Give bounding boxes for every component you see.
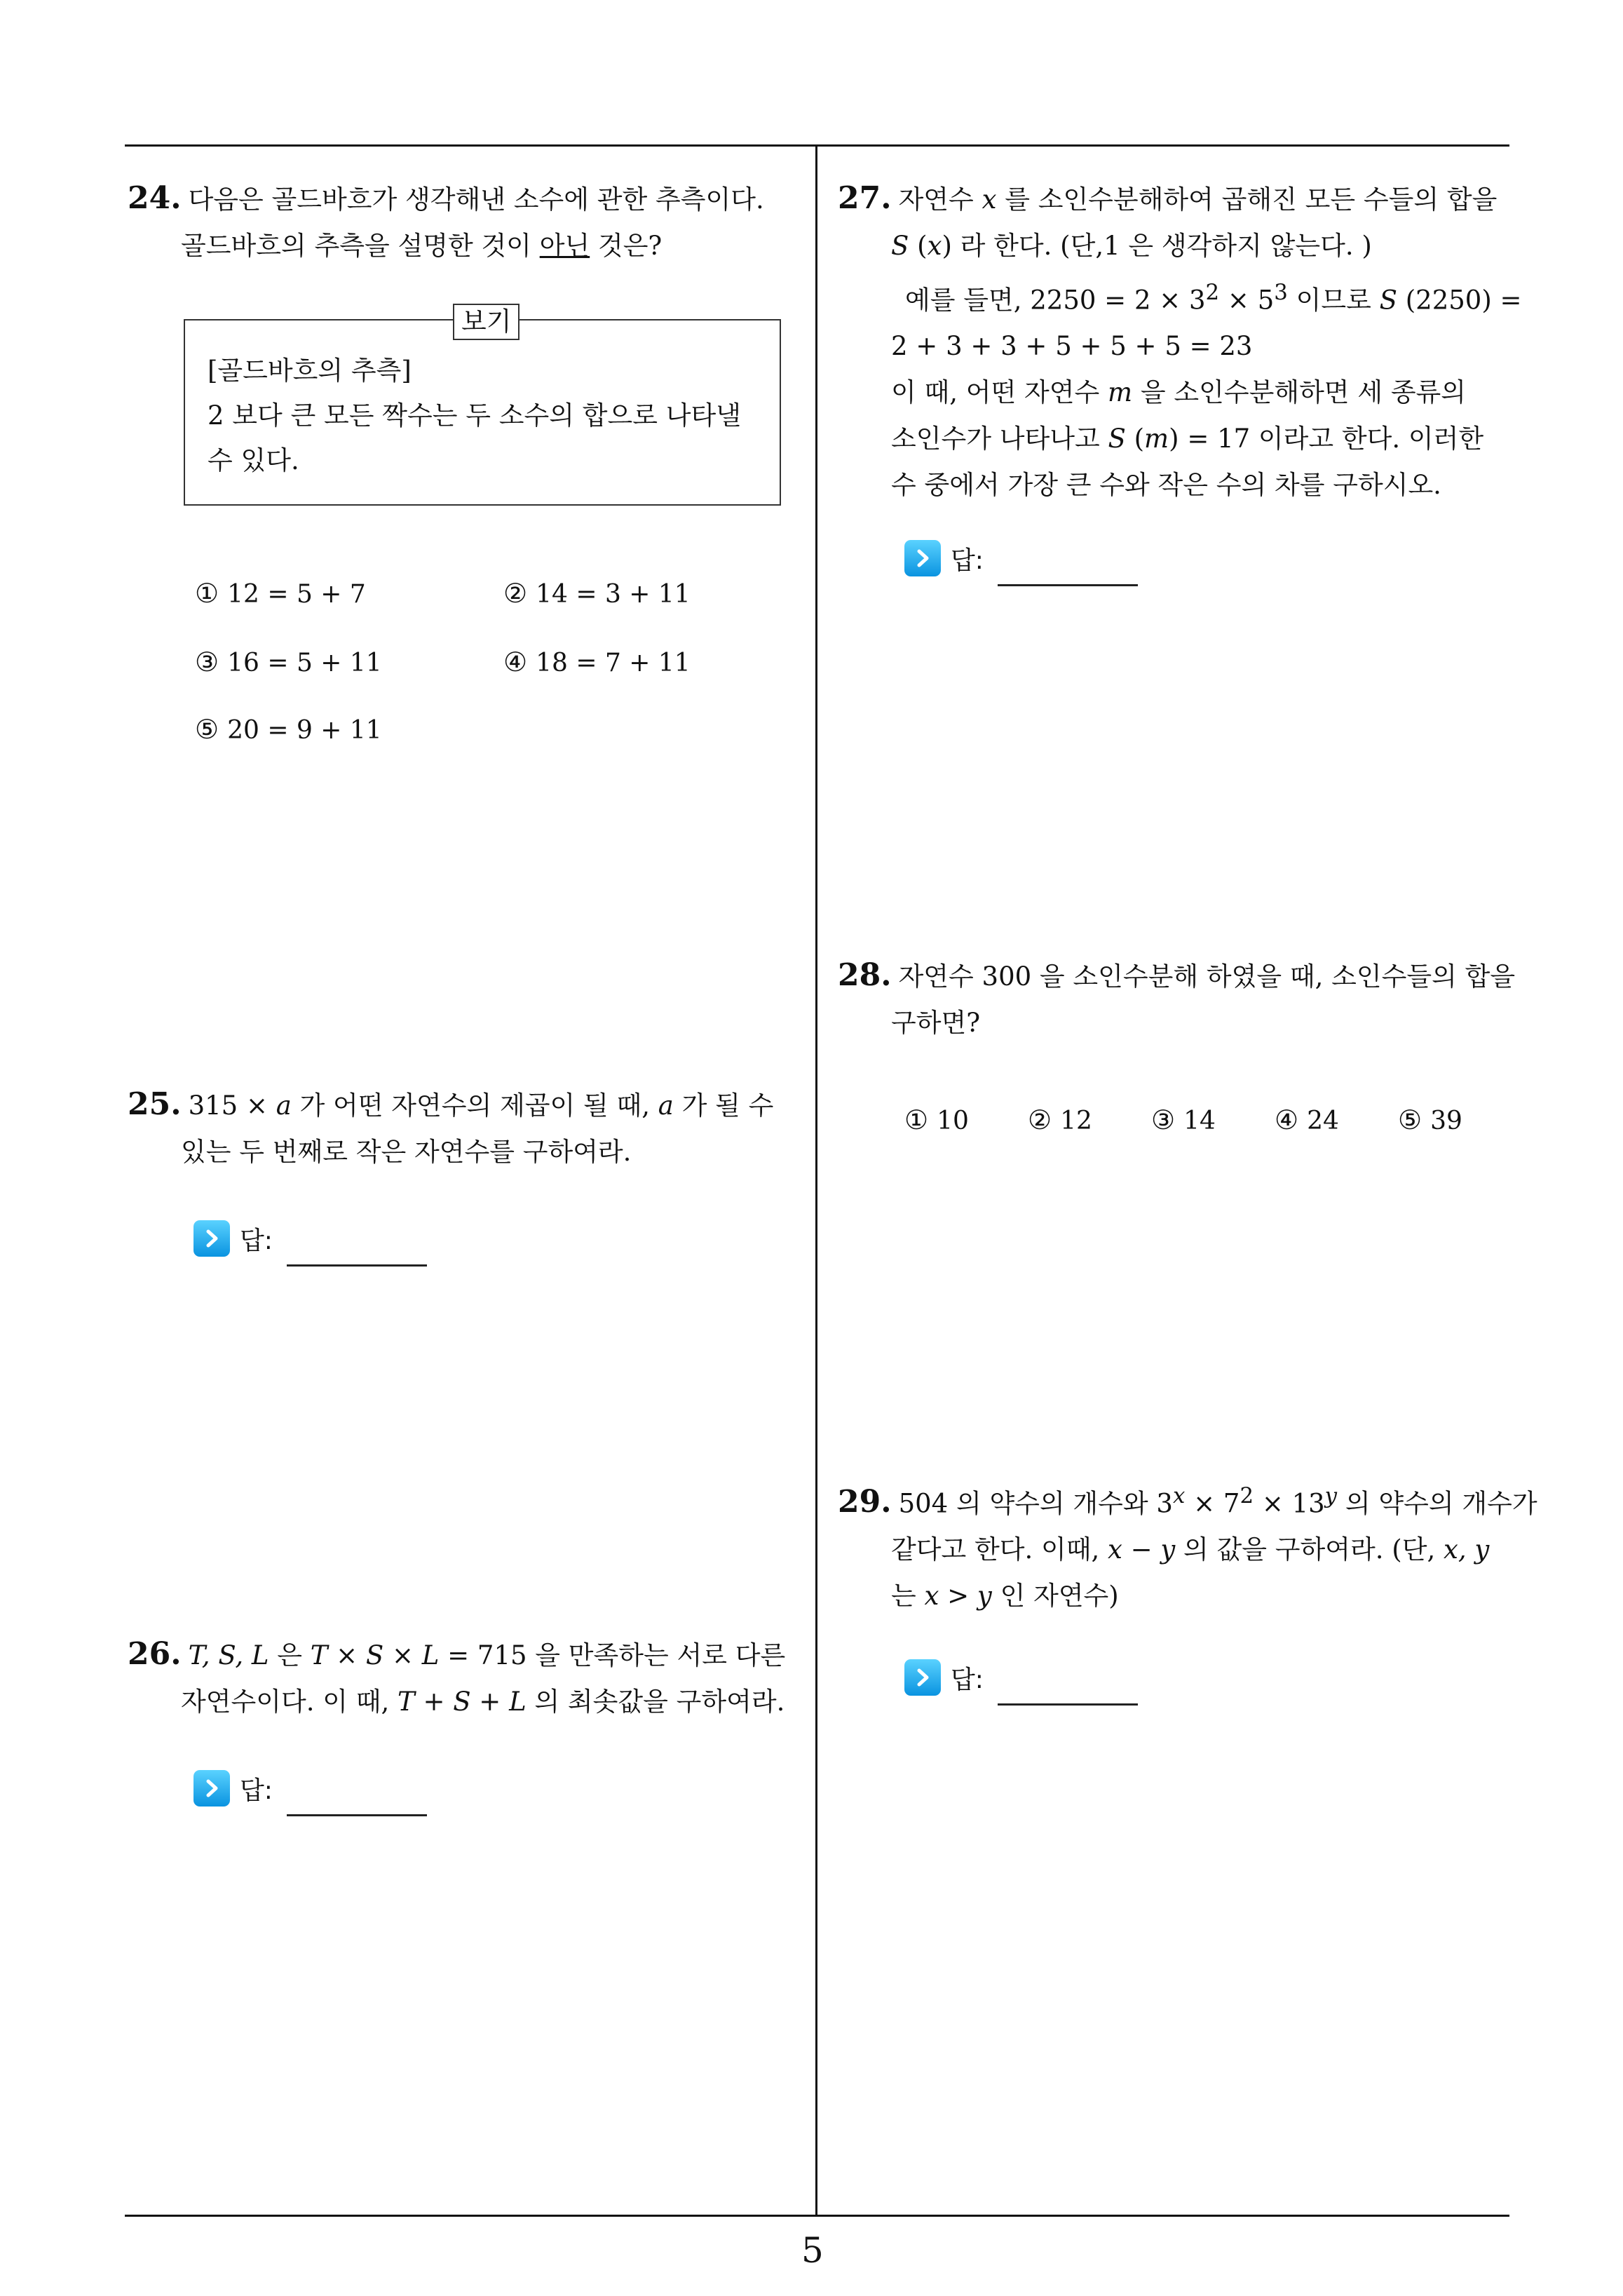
math-var: S: [1108, 424, 1126, 454]
box-body: [208, 349, 741, 483]
problem-29: [838, 1473, 1537, 1619]
choice-text: 24: [1307, 1107, 1339, 1135]
choice-text: 14 = 3 + 11: [536, 580, 691, 609]
question-text: 소인수가 나타나고: [891, 424, 1108, 454]
choice-5[interactable]: [1398, 1105, 1462, 1135]
answer-field[interactable]: [904, 540, 1138, 576]
question-text: 을 소인수분해하면 세 종류의: [1132, 377, 1467, 408]
choice-mark: ③: [1151, 1105, 1176, 1135]
answer-blank[interactable]: [287, 1786, 427, 1816]
question-text: 이 때, 어떤 자연수: [891, 377, 1108, 408]
problem-number: 28.: [838, 957, 892, 993]
choice-3[interactable]: [195, 647, 382, 677]
math-expr: T × S × L: [310, 1640, 440, 1670]
problem-number: 26.: [128, 1636, 182, 1672]
question-text: 있는 두 번째로 작은 자연수를 구하여라.: [181, 1137, 632, 1167]
choice-text: 14: [1183, 1107, 1216, 1135]
question-text: 자연수 300 을 소인수분해 하였을 때, 소인수들의 합을: [898, 961, 1516, 992]
choice-1[interactable]: [195, 578, 366, 609]
question-text: 다음은 골드바흐가 생각해낸 소수에 관한 추측이다.: [188, 184, 764, 215]
answer-field[interactable]: [193, 1220, 427, 1257]
question-text: 것은?: [590, 231, 663, 261]
question-text: 가 어떤 자연수의 제곱이 될 때,: [291, 1090, 658, 1121]
choice-1[interactable]: [904, 1105, 969, 1135]
choice-text: 12: [1060, 1107, 1092, 1135]
choice-text: 20 = 9 + 11: [227, 716, 382, 745]
choice-3[interactable]: [1151, 1105, 1216, 1135]
choice-mark: ⑤: [195, 714, 219, 745]
column-divider: [815, 144, 817, 2217]
question-text: 를 소인수분해하여 곱해진 모든 수들의 합을: [996, 184, 1498, 215]
question-text: 의 값을 구하여라. (단,: [1175, 1534, 1444, 1565]
choice-mark: ④: [503, 647, 528, 677]
choice-mark: ②: [503, 578, 528, 609]
choice-mark: ①: [904, 1105, 929, 1135]
choice-text: 16 = 5 + 11: [227, 649, 382, 677]
exponent: x: [1172, 1483, 1186, 1508]
answer-label: 답:: [240, 1226, 273, 1255]
question-text: 은: [269, 1640, 311, 1670]
question-text: × 13: [1254, 1488, 1325, 1519]
chevron-right-icon: [193, 1770, 230, 1807]
box-title: 보기: [453, 304, 520, 340]
chevron-right-icon: [904, 540, 941, 576]
question-text: ) 라 한다. (단,1 은 생각하지 않는다. ): [942, 231, 1372, 261]
question-text: 예를 들면, 2250 = 2 × 3: [905, 285, 1206, 316]
exponent: 2: [1205, 280, 1220, 305]
question-text: 는: [891, 1581, 925, 1612]
box-line: 수 있다.: [208, 445, 299, 475]
question-text: ) = 17 이라고 한다. 이러한: [1169, 424, 1484, 454]
math-var: S: [891, 231, 909, 261]
answer-field[interactable]: [193, 1770, 427, 1807]
chevron-right-icon: [193, 1220, 230, 1257]
question-text: 같다고 한다. 이때,: [891, 1534, 1108, 1565]
question-text: × 5: [1219, 285, 1275, 316]
question-text: 2 + 3 + 3 + 5 + 5 + 5 = 23: [891, 331, 1253, 362]
math-var: x: [927, 231, 942, 261]
math-expr: x − y: [1108, 1534, 1176, 1565]
choice-mark: ⑤: [1398, 1105, 1422, 1135]
page-number: 5: [801, 2230, 824, 2271]
choice-mark: ③: [195, 647, 219, 677]
problem-28: [838, 952, 1514, 1046]
math-var: a: [276, 1090, 292, 1121]
question-text: (: [909, 231, 928, 261]
question-text: 이므로: [1287, 285, 1380, 316]
choice-text: 10: [937, 1107, 969, 1135]
question-text: 자연수이다. 이 때,: [181, 1687, 398, 1717]
question-text: 315 ×: [188, 1090, 276, 1121]
problem-number: 24.: [128, 180, 182, 216]
choice-2[interactable]: [1028, 1105, 1092, 1135]
exponent: 2: [1240, 1483, 1254, 1508]
problem-24: [128, 175, 804, 269]
question-text: 구하면?: [891, 1008, 981, 1038]
problem-number: 27.: [838, 180, 892, 216]
choice-2[interactable]: [503, 578, 691, 609]
math-var: m: [1108, 377, 1133, 408]
bottom-rule: [125, 2215, 1509, 2217]
question-text: 인 자연수): [991, 1581, 1119, 1612]
question-text: 의 약수의 개수가: [1337, 1488, 1537, 1519]
question-text: = 715 을 만족하는 서로 다른: [439, 1640, 786, 1670]
math-expr: T, S, L: [188, 1640, 269, 1670]
exponent: y: [1324, 1483, 1338, 1508]
choice-4[interactable]: [503, 647, 691, 677]
box-line: [골드바흐의 추측]: [208, 356, 412, 386]
question-text: (2250) =: [1397, 285, 1522, 316]
question-text: 자연수: [898, 184, 982, 215]
question-text: 의 최솟값을 구하여라.: [526, 1687, 785, 1717]
math-expr: T + S + L: [398, 1687, 527, 1717]
question-text: × 7: [1185, 1488, 1240, 1519]
question-text: 가 될 수: [673, 1090, 774, 1121]
exponent: 3: [1274, 280, 1288, 305]
answer-field[interactable]: [904, 1659, 1138, 1696]
question-text: 504 의 약수의 개수와 3: [898, 1488, 1173, 1519]
emphasis-text: 아닌: [539, 231, 590, 261]
answer-blank[interactable]: [287, 1236, 427, 1267]
math-var: m: [1144, 424, 1169, 454]
choice-mark: ①: [195, 578, 219, 609]
choice-5[interactable]: [195, 714, 382, 745]
choice-text: 12 = 5 + 7: [227, 580, 366, 609]
choice-mark: ②: [1028, 1105, 1052, 1135]
answer-label: 답:: [951, 1665, 984, 1694]
math-var: S: [1379, 285, 1397, 316]
question-text: 골드바흐의 추측을 설명한 것이: [181, 231, 540, 261]
box-line: 2 보다 큰 모든 짝수는 두 소수의 합으로 나타낼: [208, 400, 741, 431]
choice-text: 39: [1430, 1107, 1462, 1135]
choice-mark: ④: [1275, 1105, 1299, 1135]
question-text: (: [1125, 424, 1145, 454]
question-text: 수 중에서 가장 큰 수와 작은 수의 차를 구하시오.: [891, 470, 1441, 501]
math-var: x: [982, 184, 997, 215]
answer-blank[interactable]: [998, 1675, 1138, 1706]
example-box: [184, 306, 781, 506]
problem-number: 25.: [128, 1086, 182, 1122]
math-expr: x, y: [1444, 1534, 1490, 1565]
math-var: a: [658, 1090, 674, 1121]
answer-blank[interactable]: [998, 556, 1138, 586]
chevron-right-icon: [904, 1659, 941, 1696]
problem-26: [128, 1631, 804, 1725]
math-expr: x > y: [924, 1581, 992, 1612]
problem-25: [128, 1081, 804, 1175]
choice-4[interactable]: [1275, 1105, 1339, 1135]
answer-label: 답:: [240, 1776, 273, 1805]
problem-number: 29.: [838, 1484, 892, 1520]
answer-label: 답:: [951, 546, 984, 575]
choice-text: 18 = 7 + 11: [536, 649, 691, 677]
problem-27: [838, 175, 1522, 508]
